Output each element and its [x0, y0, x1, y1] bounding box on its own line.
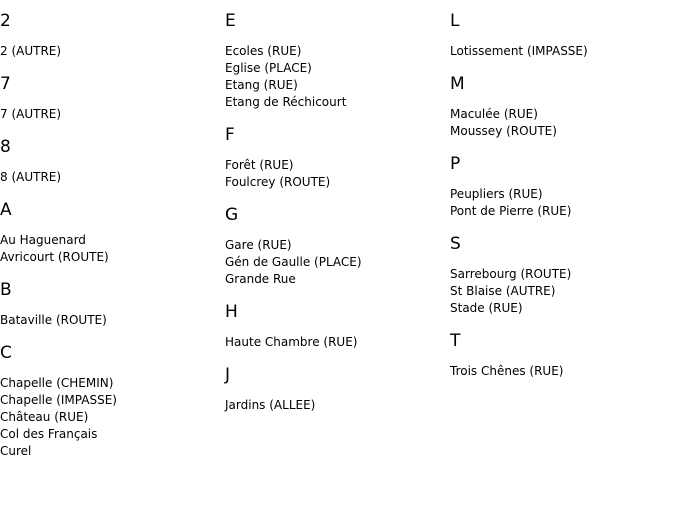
letter-group [0, 137, 220, 186]
letter-heading: G [225, 205, 239, 225]
street-link[interactable]: Gén de Gaulle (PLACE) [225, 255, 362, 269]
street-list [0, 312, 220, 329]
street-list [225, 334, 445, 351]
street-list [0, 232, 220, 266]
letter-heading: H [225, 302, 238, 322]
letter-group [0, 200, 220, 266]
street-index-column-1 [0, 11, 220, 474]
street-link[interactable]: Bataville (ROUTE) [0, 313, 107, 327]
street-link[interactable]: Lotissement (IMPASSE) [450, 44, 588, 58]
letter-group [450, 234, 670, 317]
street-list [450, 106, 670, 140]
street-index-column-3 [450, 11, 670, 394]
street-link[interactable]: Peupliers (RUE) [450, 187, 543, 201]
street-link[interactable]: Curel [0, 444, 32, 458]
street-list [225, 43, 445, 111]
letter-heading: 2 [0, 11, 11, 31]
street-link[interactable]: Col des Français [0, 427, 98, 441]
letter-group [450, 331, 670, 380]
street-link[interactable]: Gare (RUE) [225, 238, 292, 252]
street-list [450, 266, 670, 317]
street-link[interactable]: Château (RUE) [0, 410, 89, 424]
street-link[interactable]: Foulcrey (ROUTE) [225, 175, 331, 189]
street-link[interactable]: 7 (AUTRE) [0, 107, 62, 121]
letter-heading: B [0, 280, 12, 300]
street-link[interactable]: Sarrebourg (ROUTE) [450, 267, 572, 281]
street-list [0, 169, 220, 186]
street-link[interactable]: 8 (AUTRE) [0, 170, 62, 184]
street-link[interactable]: 2 (AUTRE) [0, 44, 62, 58]
letter-heading: S [450, 234, 461, 254]
street-link[interactable]: Maculée (RUE) [450, 107, 538, 121]
street-list [450, 186, 670, 220]
letter-group [225, 302, 445, 351]
letter-group [450, 154, 670, 220]
letter-heading: L [450, 11, 460, 31]
street-link[interactable]: Haute Chambre (RUE) [225, 335, 358, 349]
letter-group [0, 343, 220, 460]
street-link[interactable]: Ecoles (RUE) [225, 44, 302, 58]
street-link[interactable]: Chapelle (CHEMIN) [0, 376, 114, 390]
letter-group [225, 365, 445, 414]
letter-heading: F [225, 125, 235, 145]
street-link[interactable]: Grande Rue [225, 272, 296, 286]
street-link[interactable]: St Blaise (AUTRE) [450, 284, 556, 298]
letter-group [225, 205, 445, 288]
letter-group [0, 74, 220, 123]
letter-group [225, 11, 445, 111]
street-link[interactable]: Etang (RUE) [225, 78, 298, 92]
letter-group [0, 11, 220, 60]
street-link[interactable]: Chapelle (IMPASSE) [0, 393, 117, 407]
street-list [0, 43, 220, 60]
letter-heading: J [225, 365, 231, 385]
letter-heading: T [450, 331, 461, 351]
street-link[interactable]: Avricourt (ROUTE) [0, 250, 109, 264]
street-link[interactable]: Pont de Pierre (RUE) [450, 204, 572, 218]
letter-heading: C [0, 343, 12, 363]
letter-group [0, 280, 220, 329]
street-list [0, 375, 220, 460]
letter-heading: 8 [0, 137, 11, 157]
street-link[interactable]: Jardins (ALLEE) [225, 398, 316, 412]
street-list [225, 237, 445, 288]
letter-group [225, 125, 445, 191]
letter-heading: M [450, 74, 465, 94]
street-list [450, 43, 670, 60]
street-list [450, 363, 670, 380]
letter-heading: 7 [0, 74, 11, 94]
street-link[interactable]: Forêt (RUE) [225, 158, 294, 172]
street-list [225, 157, 445, 191]
street-index-column-2 [225, 11, 445, 428]
street-link[interactable]: Etang de Réchicourt [225, 95, 347, 109]
letter-group [450, 74, 670, 140]
street-link[interactable]: Trois Chênes (RUE) [450, 364, 564, 378]
letter-heading: A [0, 200, 12, 220]
street-link[interactable]: Stade (RUE) [450, 301, 523, 315]
street-link[interactable]: Moussey (ROUTE) [450, 124, 557, 138]
street-list [0, 106, 220, 123]
street-link[interactable]: Eglise (PLACE) [225, 61, 312, 75]
street-link[interactable]: Au Haguenard [0, 233, 86, 247]
letter-heading: P [450, 154, 461, 174]
letter-heading: E [225, 11, 236, 31]
letter-group [450, 11, 670, 60]
street-list [225, 397, 445, 414]
